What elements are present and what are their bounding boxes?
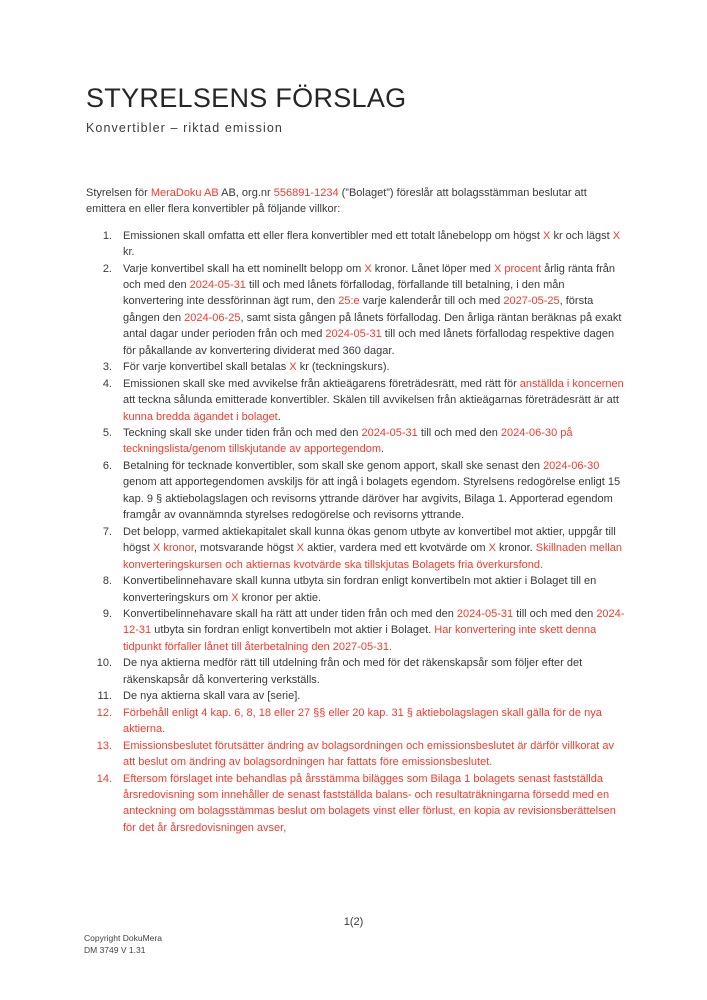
list-item-number: 3. (102, 361, 112, 374)
list-item-text (123, 425, 626, 458)
red-text-run: X (488, 542, 496, 555)
list-item-text (123, 524, 626, 573)
text-run: För varje konvertibel skall betalas (123, 361, 290, 374)
list-item-number: 9. (102, 608, 112, 621)
text-run: Styrelsen för (86, 186, 151, 199)
red-text-run: Förbehåll enligt 4 kap. 6, 8, 18 eller 27 §§ eller 20 kap. 31 § aktiebolagslagen skall gälla för de nya aktierna. (123, 706, 602, 736)
text-run: genom att apportegendomen avskiljs för att ingå i bolagets egendom. Styrelsens redogörelse enligt 15 kap. 9 § aktiebolagslagen och revisorns yttrande däröver har avgivits, Bilaga 1. Apporterad egendom framgår av ovannämnda styrelses redogörelse och revisorns yttrande. (123, 476, 621, 522)
list-item-text (123, 228, 626, 261)
text-run: De nya aktierna skall vara av [serie]. (123, 690, 301, 703)
text-run: till och med den (417, 427, 501, 440)
red-text-run: X (612, 229, 621, 242)
document-content (86, 0, 626, 836)
text-run: kr. (123, 246, 135, 259)
list-item-number: 14. (96, 772, 112, 785)
text-run: Konvertibelinnehavare skall kunna utbyta sin fordran enligt konvertibeln mot aktier i Bolaget till en konverteringskurs om (123, 575, 597, 604)
text-run: till och med lånets förfallodag respektive dagen för påkallande av konvertering dividerat med 360 dagar. (123, 328, 615, 357)
list-item (86, 705, 626, 738)
list-item-text (123, 376, 626, 425)
red-text-run: 2024-05-31 (325, 328, 382, 341)
red-text-run: X kronor (152, 542, 194, 555)
red-text-run: 2024-05-31 (189, 278, 246, 291)
red-text-run: kunna bredda ägandet i bolaget (123, 410, 278, 423)
red-text-run: anställda i koncernen (519, 377, 624, 390)
red-text-run: X (289, 361, 297, 374)
intro-paragraph (86, 185, 626, 218)
text-run: Konvertibelinnehavare skall ha rätt att under tiden från och med den (123, 608, 457, 621)
text-run: årlig ränta från och med den (123, 262, 616, 291)
list-item-number: 11. (97, 690, 112, 703)
list-item-text (123, 606, 626, 655)
red-text-run: 2027-05-25 (503, 295, 560, 308)
list-item-text (123, 458, 626, 524)
red-text-run: Skillnaden mellan konverteringskursen och aktiernas kvotvärde ska tillskjutas Bolagets fria överkursfond. (123, 542, 622, 571)
document-code: DM 3749 V 1.31 (84, 944, 146, 955)
list-item-number: 4. (102, 377, 112, 390)
list-item-number: 2. (102, 262, 112, 275)
list-item (86, 261, 626, 360)
text-run: , samt sista gången på lånets förfallodag. Den årliga räntan beräknas på exakt antal dagar under perioden från och med (123, 311, 622, 341)
list-item-text (123, 359, 626, 375)
red-text-run: Emissionsbeslutet förutsätter ändring av bolagsordningen och emissionsbeslutet är därför villkorat av att beslut om ändring av bolagsordningen har fattats före emissionsbeslutet. (123, 739, 614, 769)
list-item (86, 771, 626, 837)
red-text-run: 2024-05-31 (456, 608, 514, 621)
text-run: till och med den (513, 608, 597, 621)
text-run: kr och lägst (550, 229, 613, 242)
text-run: . (381, 443, 385, 456)
red-text-run: MeraDoku AB (150, 186, 219, 199)
text-run: Emissionen skall ske med avvikelse från aktieägarens företrädesrätt, med rätt för (123, 377, 520, 390)
page-number: 1(2) (343, 916, 364, 928)
list-item (86, 738, 626, 771)
red-text-run: X (231, 591, 239, 604)
list-item-text (123, 688, 626, 704)
text-run: utbyta sin fordran enligt konvertibeln mot aktier i Bolaget. (151, 624, 435, 637)
text-run: till och med lånets förfallodag, förfallande till betalning, i den mån konvertering inte dessförinnan ägt rum, den (123, 278, 565, 308)
document-subtitle: Konvertibler – riktad emission (86, 120, 283, 135)
list-item-number: 7. (102, 525, 112, 538)
red-text-run: 2024-12-31 (123, 608, 625, 637)
text-run: Emissionen skall omfatta ett eller flera konvertibler med ett totalt lånebelopp om högst (123, 229, 544, 242)
red-text-run: 2024-06-30 (543, 459, 600, 472)
text-run: kronor. (496, 542, 536, 555)
red-text-run: 2024-05-31 (361, 427, 418, 440)
text-run: Betalning för tecknade konvertibler, som skall ske genom apport, skall ske senast den (123, 459, 544, 472)
red-text-run: 556891-1234 (273, 186, 339, 199)
list-item-text (123, 738, 626, 771)
list-item (86, 606, 626, 655)
document-title: STYRELSENS FÖRSLAG (86, 83, 407, 113)
text-run: Varje konvertibel skall ha ett nominellt belopp om (123, 262, 365, 275)
list-item (86, 655, 626, 688)
text-run: Teckning skall ske under tiden från och med den (123, 427, 362, 440)
red-text-run: 2024-06-25 (184, 311, 241, 324)
red-text-run: Eftersom förslaget inte behandlas på årsstämma bilägges som Bilaga 1 bolagets senast fastställda årsredovisning som innehåller de senast fastställda balans- och resultaträkningarna försedd med en anteckning om bolagsstämmas beslut om bolagets vinst eller förlust, en kopia av revisionsberättelsen för det år årsredovisningen avser, (123, 772, 616, 834)
text-run: De nya aktierna medför rätt till utdelning från och med för det räkenskapsår som följer efter det räkenskapsår då konvertering verkställs. (123, 657, 583, 686)
list-item (86, 425, 626, 458)
list-item (86, 376, 626, 425)
list-item-number: 6. (102, 459, 112, 472)
list-item-number: 5. (102, 427, 112, 440)
text-run: , motsvarande högst (193, 542, 297, 555)
text-run: , första gången den (123, 295, 594, 324)
text-run: aktier, vardera med ett kvotvärde om (304, 542, 489, 555)
list-item-number: 13. (96, 739, 112, 752)
red-text-run: 2024-06-30 på teckningslista/genom tillskjutande av apportegendom (123, 427, 573, 456)
list-item (86, 359, 626, 375)
text-run: varje kalenderår till och med (359, 295, 504, 308)
red-text-run: X (364, 262, 372, 275)
list-item (86, 688, 626, 704)
text-run: Det belopp, varmed aktiekapitalet skall kunna ökas genom utbyte av konvertibel mot aktier, uppgår till högst (123, 525, 616, 555)
text-run: kronor per aktie. (238, 591, 322, 604)
list-item-number: 1. (102, 229, 112, 242)
copyright-line: Copyright DokuMera (84, 933, 162, 943)
list-item-text (123, 655, 626, 688)
list-item (86, 228, 626, 261)
list-item (86, 524, 626, 573)
list-item (86, 458, 626, 524)
list-item-number: 12. (96, 706, 112, 719)
list-item-number: 10. (96, 657, 112, 670)
list-item-text (123, 705, 626, 738)
footer-note (84, 933, 162, 957)
red-text-run: X procent (493, 262, 542, 275)
red-text-run: 25:e (338, 295, 360, 308)
list-item-text (123, 261, 626, 360)
text-run: (”Bolaget”) föreslår att bolagsstämman beslutar att emittera en eller flera konvertibler på följande villkor: (86, 186, 587, 216)
list-item-number: 8. (102, 575, 112, 588)
text-run: kr (teckningskurs). (296, 361, 390, 374)
red-text-run: X (543, 229, 551, 242)
text-run: . (277, 410, 281, 423)
red-text-run: X (296, 542, 305, 555)
text-run: AB, org.nr (218, 186, 274, 199)
text-run: att teckna sålunda emitterade konvertibler. Skälen till avvikelsen från aktieägarnas företrädesrätt är att (123, 394, 619, 407)
red-text-run: Har konvertering inte skett denna tidpunkt förfaller lånet till återbetalning den 2027-05-31. (123, 624, 597, 653)
list-item-text (123, 771, 626, 837)
text-run: kronor. Lånet löper med (371, 262, 494, 275)
terms-list (86, 228, 626, 837)
list-item (86, 573, 626, 606)
list-item-text (123, 573, 626, 606)
